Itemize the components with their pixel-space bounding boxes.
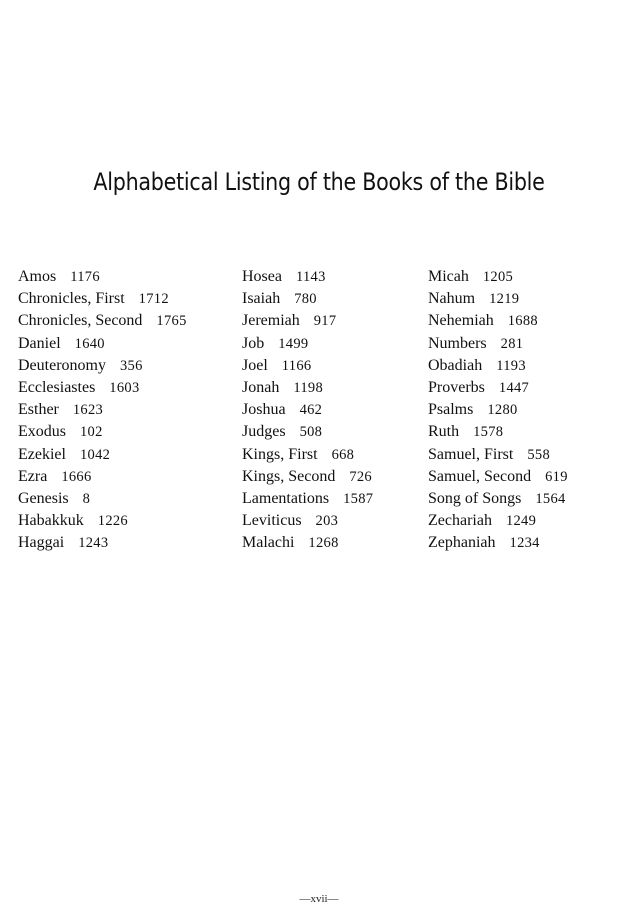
book-page-number: 1176 (70, 269, 100, 285)
book-name: Joshua (242, 401, 286, 419)
book-name: Numbers (428, 334, 487, 352)
book-name: Job (242, 334, 265, 352)
books-column-2 (242, 266, 373, 554)
book-entry (242, 310, 373, 332)
book-page-number: 203 (315, 513, 339, 530)
book-name: Kings, Second (242, 467, 336, 485)
book-entry (18, 266, 187, 288)
book-name: Genesis (18, 489, 69, 507)
book-name: Kings, First (242, 445, 318, 463)
book-entry (242, 355, 373, 377)
book-entry (242, 421, 373, 443)
book-page-number: 356 (119, 357, 143, 374)
book-page-number: 1499 (278, 335, 309, 352)
book-page-number: 8 (82, 490, 91, 507)
book-name: Hosea (242, 268, 282, 285)
book-name: Zephaniah (428, 534, 496, 552)
book-entry (18, 532, 187, 554)
book-entry (18, 488, 187, 510)
book-name: Chronicles, Second (18, 312, 143, 330)
book-name: Leviticus (242, 512, 302, 530)
book-entry (428, 444, 568, 466)
book-name: Obadiah (428, 356, 483, 374)
book-entry (242, 444, 373, 466)
book-entry (18, 399, 187, 421)
book-entry (242, 266, 373, 288)
book-page-number: 1623 (72, 402, 104, 419)
book-entry (428, 532, 568, 554)
book-name: Joel (242, 356, 268, 374)
book-page-number: 668 (331, 446, 355, 463)
book-page-number: 1564 (535, 490, 566, 507)
book-page-number: 1249 (505, 513, 537, 530)
book-name: Malachi (242, 534, 295, 552)
book-page-number: 1166 (281, 357, 312, 374)
book-entry (428, 510, 568, 532)
book-page-number: 508 (299, 424, 323, 441)
book-name: Ruth (428, 423, 460, 441)
book-name: Micah (428, 268, 469, 285)
book-entry (18, 377, 187, 399)
book-name: Psalms (428, 401, 474, 419)
book-page-number: 462 (299, 402, 323, 419)
book-name: Exodus (18, 423, 66, 441)
book-entry (428, 377, 568, 399)
book-name: Nahum (428, 290, 476, 308)
book-entry (428, 310, 568, 332)
book-name: Chronicles, First (18, 290, 125, 308)
book-entry (242, 532, 373, 554)
book-page-number: 780 (294, 291, 317, 308)
book-name: Samuel, First (428, 445, 514, 463)
book-entry (428, 355, 568, 377)
book-page-number: 1243 (78, 535, 109, 552)
book-page-number: 1578 (473, 424, 504, 441)
book-page-number: 1765 (156, 313, 187, 330)
books-column-1 (18, 266, 187, 554)
book-name: Habakkuk (18, 512, 84, 530)
book-name: Judges (242, 423, 286, 441)
book-page-number: 1666 (61, 468, 92, 485)
book-entry (18, 288, 187, 310)
book-page-number: 1447 (498, 379, 530, 396)
book-page-number: 1688 (507, 313, 538, 330)
book-entry (18, 355, 187, 377)
book-page-number: 281 (500, 335, 524, 352)
book-entry (242, 377, 373, 399)
book-page-number: 1234 (509, 535, 540, 552)
book-page-number: 558 (527, 446, 550, 463)
book-name: Esther (18, 401, 59, 419)
book-name: Daniel (18, 334, 61, 352)
book-name: Ezra (18, 467, 48, 485)
book-entry (428, 421, 568, 443)
book-entry (242, 488, 373, 510)
book-name: Samuel, Second (428, 467, 532, 485)
book-entry (242, 466, 373, 488)
book-page-number: 1205 (482, 269, 514, 285)
book-page-number: 619 (545, 468, 568, 485)
book-name: Haggai (18, 534, 65, 552)
book-name: Proverbs (428, 378, 485, 396)
book-entry (428, 333, 568, 355)
book-name: Ecclesiastes (18, 378, 96, 396)
book-page-number: 1143 (295, 269, 326, 285)
book-name: Deuteronomy (18, 356, 106, 374)
book-page-number: 1268 (308, 535, 339, 552)
book-name: Ezekiel (18, 445, 66, 463)
book-page-number: 1280 (487, 402, 518, 419)
book-page-number: 1193 (496, 357, 526, 374)
book-entry (18, 444, 187, 466)
book-name: Jonah (242, 378, 280, 396)
page-number: —xvii— (299, 893, 339, 905)
book-page-number: 1587 (343, 490, 374, 507)
book-entry (242, 399, 373, 421)
books-column-3 (428, 266, 568, 554)
book-page-number: 1226 (97, 513, 128, 530)
book-page-number: 1042 (79, 446, 111, 463)
book-entry (242, 288, 373, 310)
book-page-number: 1712 (138, 291, 169, 308)
book-name: Amos (18, 268, 57, 285)
book-name: Lamentations (242, 489, 330, 507)
book-entry (428, 488, 568, 510)
book-page-number: 1198 (293, 379, 323, 396)
book-page-number: 1219 (489, 291, 520, 308)
book-entry (18, 310, 187, 332)
book-name: Jeremiah (242, 312, 300, 330)
book-page-number: 917 (313, 313, 337, 330)
book-entry (18, 421, 187, 443)
book-entry (242, 333, 373, 355)
book-entry (18, 333, 187, 355)
book-entry (428, 399, 568, 421)
book-name: Zechariah (428, 512, 492, 530)
book-entry (428, 466, 568, 488)
book-page-number: 102 (80, 424, 103, 441)
book-entry (242, 510, 373, 532)
book-entry (428, 288, 568, 310)
book-entry (18, 466, 187, 488)
page-title: Alphabetical Listing of the Books of the Bible (93, 168, 545, 196)
book-name: Nehemiah (428, 312, 494, 330)
book-page-number: 1640 (74, 335, 105, 352)
book-entry (18, 510, 187, 532)
book-page-number: 1603 (109, 379, 140, 396)
book-entry (428, 266, 568, 288)
book-page-number: 726 (349, 468, 372, 485)
book-name: Song of Songs (428, 489, 522, 507)
book-name: Isaiah (242, 290, 281, 308)
